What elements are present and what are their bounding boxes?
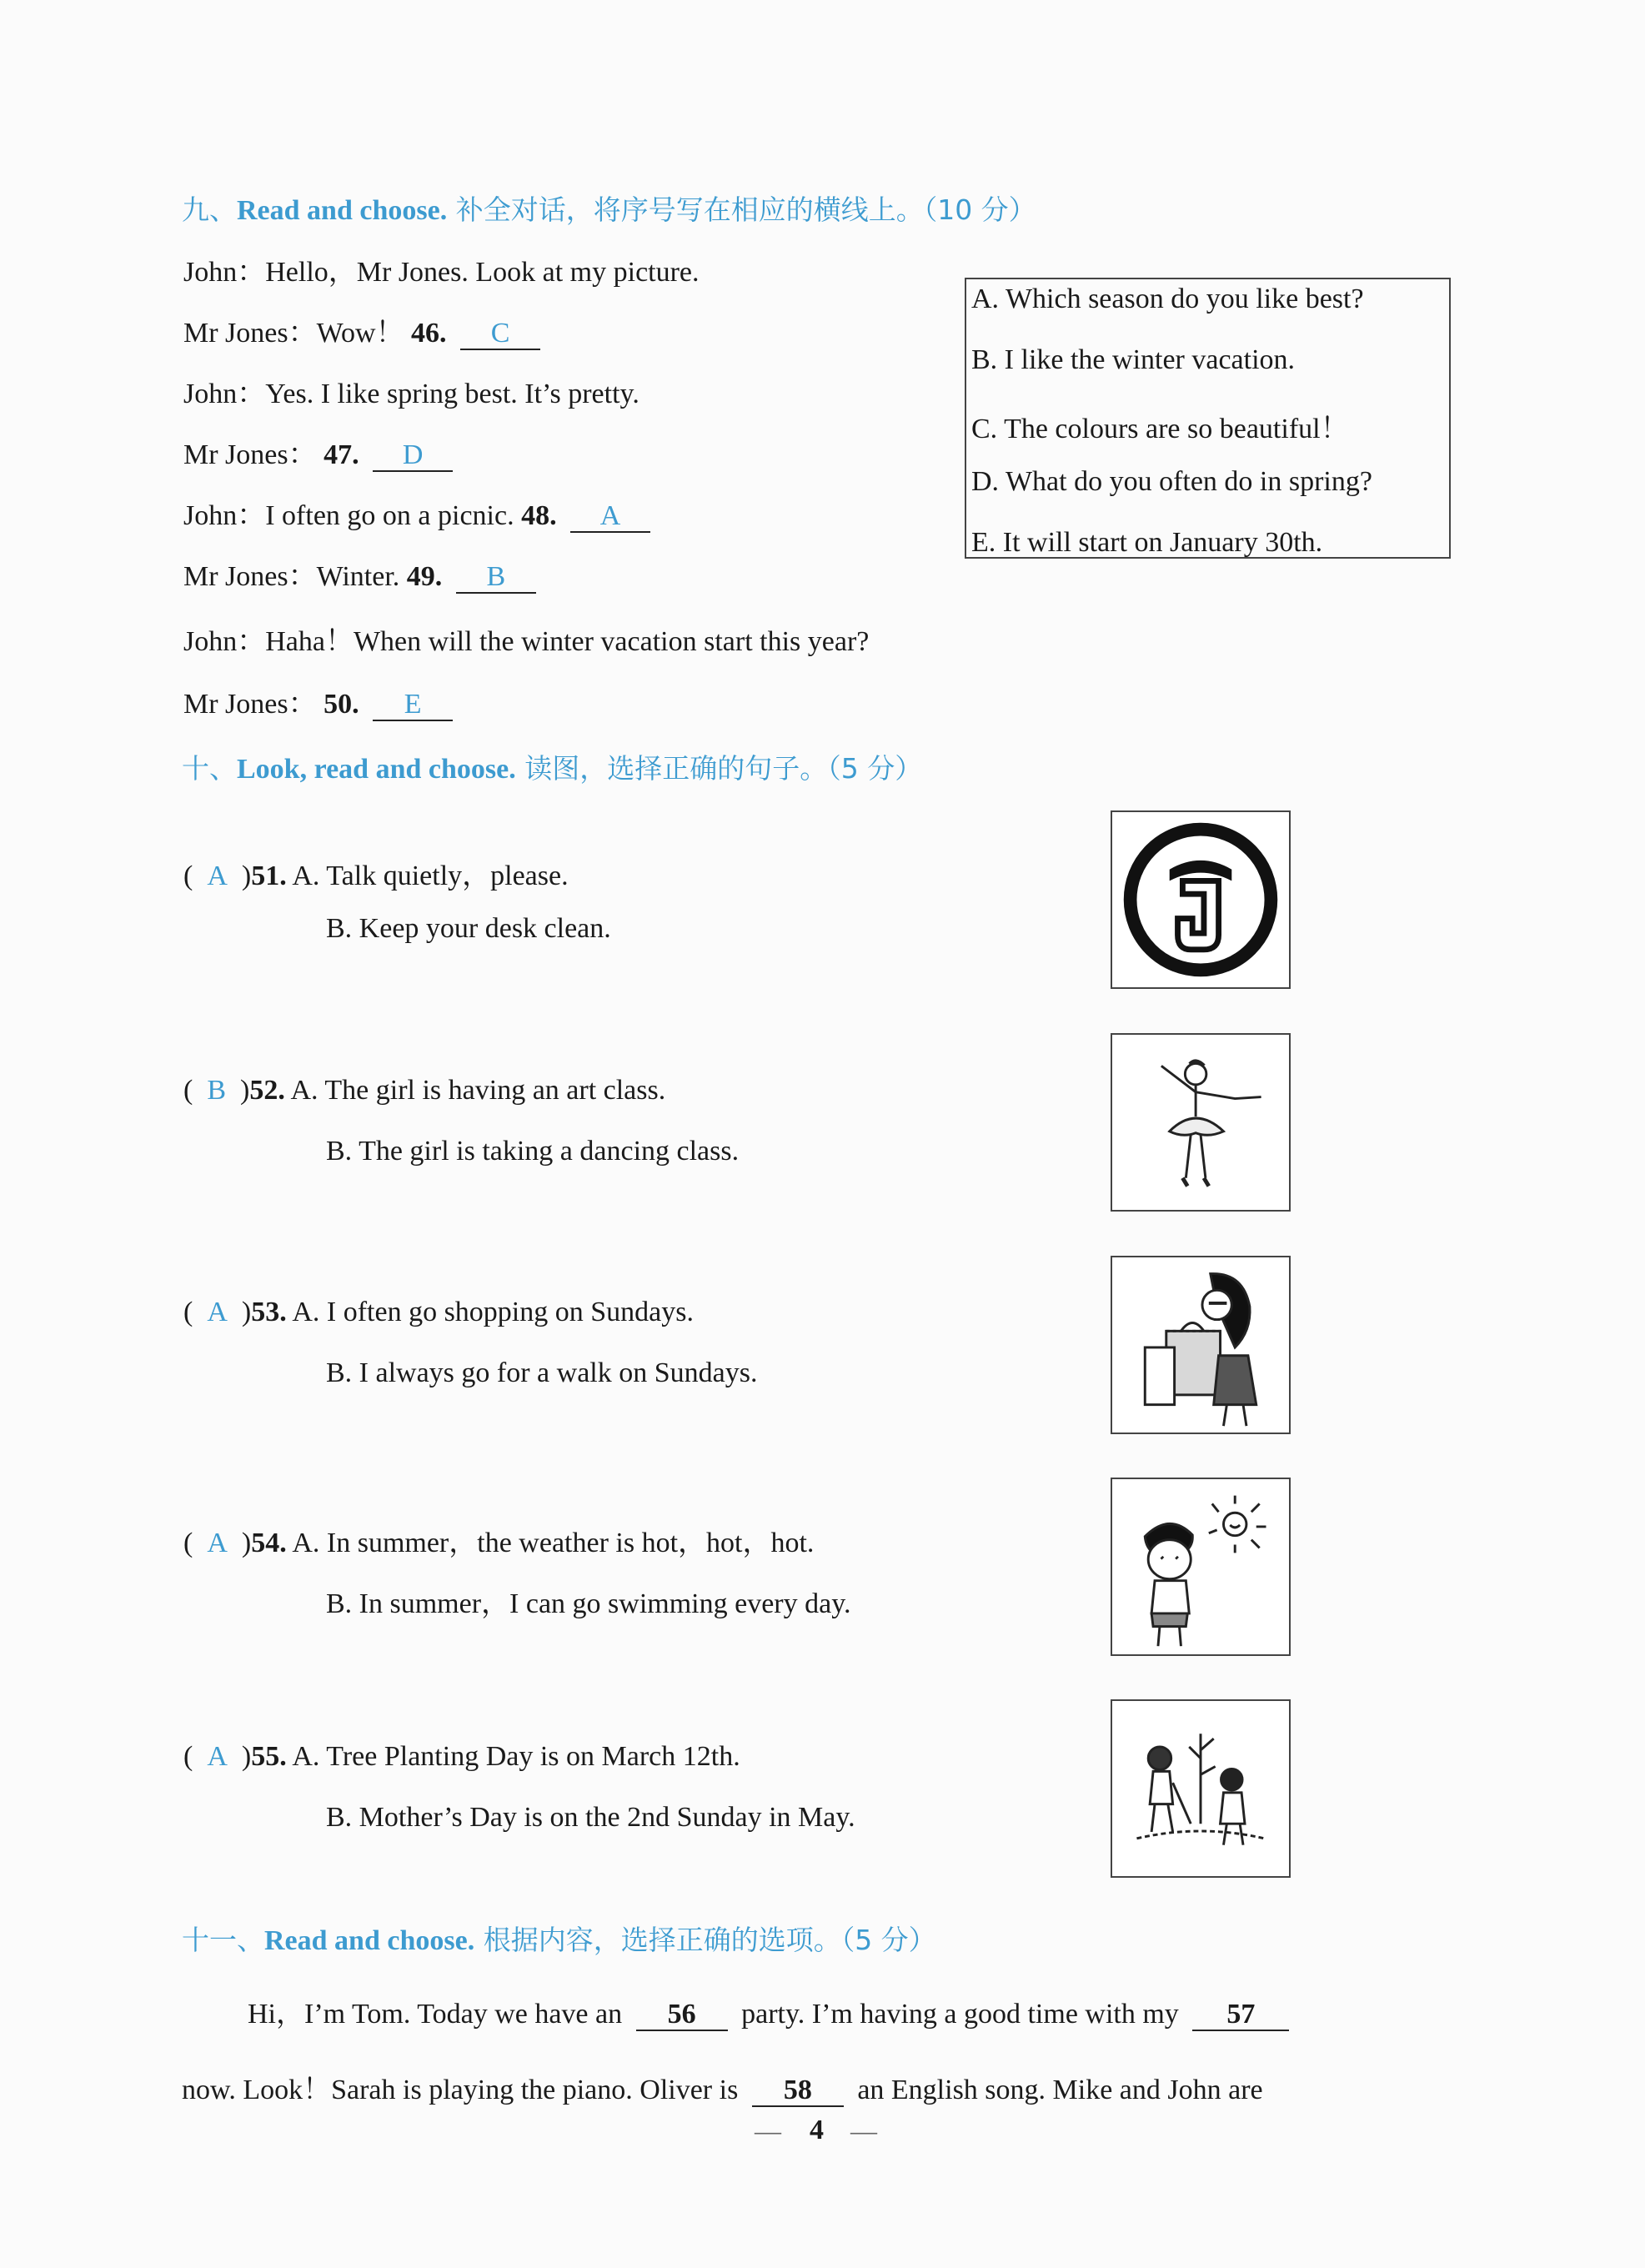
answer-blank[interactable]: B: [456, 562, 536, 594]
section11-heading: 十一、Read and choose. 根据内容，选择正确的选项。（5 分）: [182, 1924, 936, 1956]
choice-item: ( A )54. A. In summer，the weather is hot，hot，hot.: [183, 1528, 815, 1558]
section9-heading-cn: 补全对话，将序号写在相应的横线上。（10 分）: [447, 193, 1036, 226]
choice-item: ( A )51. A. Talk quietly，please.: [183, 861, 569, 891]
section9-heading: [182, 188, 1036, 228]
footer-dash-left: —: [755, 2115, 781, 2145]
choice-item: ( A )53. A. I often go shopping on Sundays.: [183, 1297, 694, 1327]
dialogue-line: John：Yes. I like spring best. It’s pretty.: [183, 379, 639, 409]
option-item: E. It will start on January 30th.: [971, 527, 1323, 558]
option-item: C. The colours are so beautiful！: [971, 414, 1349, 444]
dialogue-line: Mr Jones： 50. E: [183, 680, 453, 721]
page-number: 4: [810, 2115, 824, 2145]
option-item: B. I like the winter vacation.: [971, 344, 1296, 375]
choice-answer[interactable]: A: [207, 1741, 228, 1772]
option-item: A. Which season do you like best?: [971, 284, 1364, 314]
answer-blank[interactable]: C: [460, 319, 540, 350]
option-b: B. Mother’s Day is on the 2nd Sunday in May.: [326, 1802, 855, 1833]
passage-blank-57[interactable]: 57: [1192, 2000, 1289, 2031]
dialogue-line: John：Haha！When will the winter vacation start this year?: [183, 626, 870, 657]
passage-line: now. Look！Sarah is playing the piano. Oliver is 58 an English song. Mike and John are: [182, 2075, 1263, 2105]
passage-blank-58[interactable]: 58: [752, 2075, 844, 2107]
dialogue-line: Mr Jones：Winter. 49. B: [183, 553, 536, 594]
options-box: [965, 278, 1451, 559]
option-b: B. I always go for a walk on Sundays.: [326, 1357, 758, 1388]
option-a: A. Talk quietly，please.: [292, 861, 569, 891]
shopping-woman-icon: [1111, 1256, 1291, 1434]
dialogue-line: John：I often go on a picnic. 48. A: [183, 492, 650, 533]
quiet-sign-icon: [1111, 810, 1291, 989]
question-number: 48.: [521, 500, 557, 531]
option-a: A. In summer，the weather is hot，hot，hot.: [292, 1528, 815, 1558]
tree-planting-icon: [1111, 1699, 1291, 1878]
answer-blank[interactable]: A: [570, 501, 650, 533]
section10-heading: 十、Look, read and choose. 读图，选择正确的句子。（5 分）: [182, 752, 923, 785]
option-b: B. Keep your desk clean.: [326, 913, 611, 944]
choice-item: ( A )55. A. Tree Planting Day is on March 12th.: [183, 1741, 740, 1772]
section9-heading-prefix: 九、: [182, 193, 237, 226]
option-a: A. Tree Planting Day is on March 12th.: [292, 1741, 740, 1772]
choice-item: ( B )52. A. The girl is having an art class.: [183, 1075, 666, 1106]
choice-answer[interactable]: B: [207, 1075, 227, 1106]
ballet-dancer-icon: [1111, 1033, 1291, 1212]
option-b: B. In summer，I can go swimming every day.: [326, 1588, 851, 1619]
question-number: 50.: [323, 689, 359, 720]
question-number: 49.: [406, 561, 443, 592]
choice-answer[interactable]: A: [207, 1297, 228, 1327]
passage-line: Hi，I’m Tom. Today we have an 56 party. I’m having a good time with my 57: [248, 1990, 1289, 2031]
question-number: 46.: [411, 318, 447, 349]
dialogue-line: Mr Jones：Wow！ 46. C: [183, 309, 540, 350]
option-b: B. The girl is taking a dancing class.: [326, 1136, 740, 1167]
choice-answer[interactable]: A: [207, 1528, 228, 1558]
hot-sun-boy-icon: [1111, 1478, 1291, 1656]
option-a: A. The girl is having an art class.: [290, 1075, 666, 1106]
answer-blank[interactable]: D: [373, 440, 453, 472]
option-item: D. What do you often do in spring?: [971, 466, 1372, 497]
passage-blank-56[interactable]: 56: [636, 2000, 728, 2031]
section9-heading-en: Read and choose.: [237, 195, 448, 226]
dialogue-line: John：Hello，Mr Jones. Look at my picture.: [183, 257, 700, 288]
question-number: 47.: [323, 439, 359, 470]
choice-answer[interactable]: A: [207, 861, 228, 891]
footer-dash-right: —: [850, 2115, 877, 2145]
option-a: A. I often go shopping on Sundays.: [292, 1297, 694, 1327]
answer-blank[interactable]: E: [373, 690, 453, 721]
dialogue-line: Mr Jones： 47. D: [183, 431, 453, 472]
